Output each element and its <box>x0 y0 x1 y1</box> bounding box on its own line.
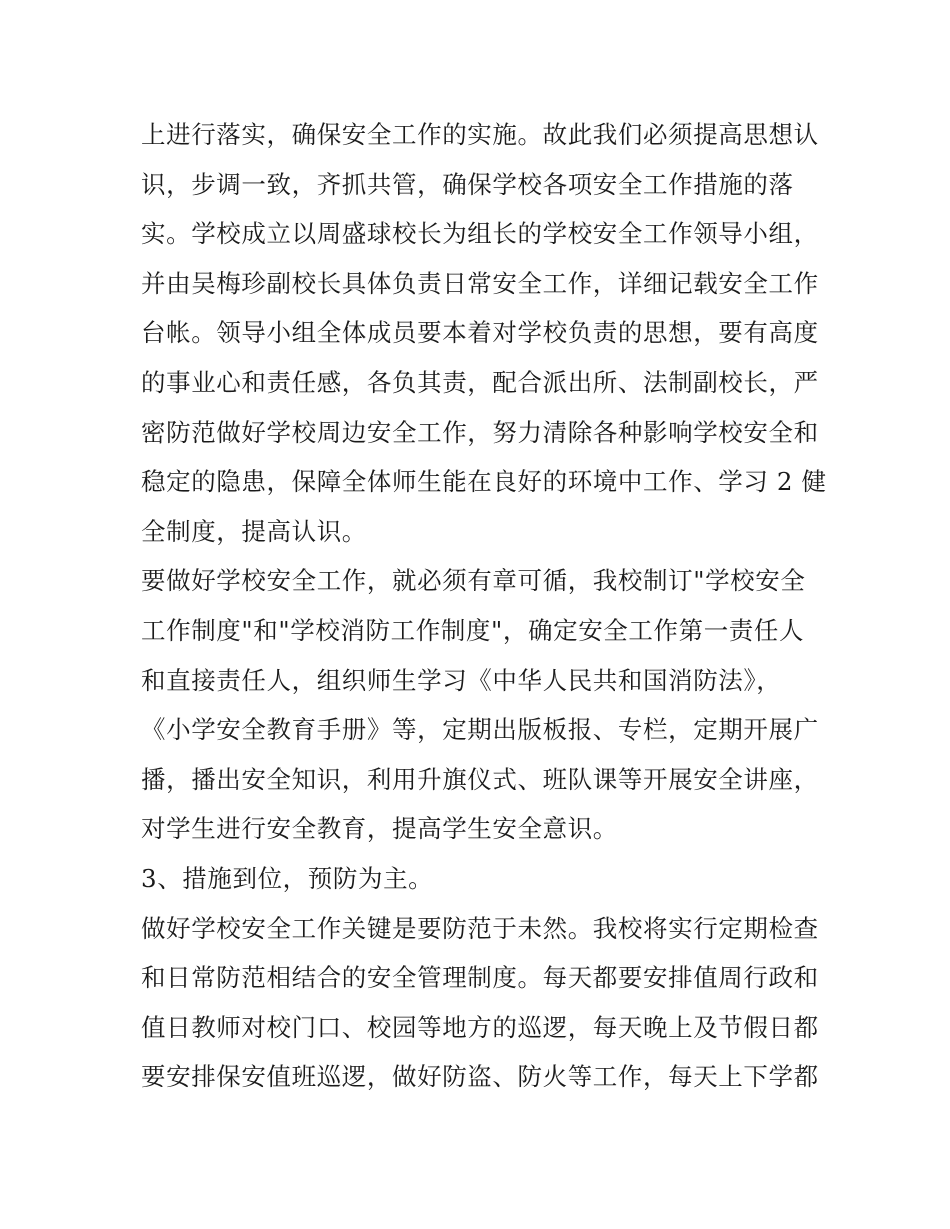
text-line: 和直接责任人，组织师生学习《中华人民共和国消防法》， <box>141 665 782 695</box>
text-line: 做好学校安全工作关键是要防范于未然。我校将实行定期检查 <box>141 913 819 943</box>
text-line: 识，步调一致，齐抓共管，确保学校各项安全工作措施的落 <box>141 169 794 199</box>
text-line: 和日常防范相结合的安全管理制度。每天都要安排值周行政和 <box>141 963 819 993</box>
text-line: 值日教师对校门口、校园等地方的巡逻，每天晚上及节假日都 <box>141 1012 819 1042</box>
text-line: 的事业心和责任感，各负其责，配合派出所、法制副校长，严 <box>141 367 819 397</box>
text-line: 要安排保安值班巡逻，做好防盗、防火等工作，每天上下学都 <box>141 1062 819 1092</box>
document-body <box>141 110 827 1102</box>
text-line: 全制度，提高认识。 <box>141 516 367 546</box>
text-line: 工作制度"和"学校消防工作制度"，确定安全工作第一责任人 <box>141 615 805 645</box>
text-line: 实。学校成立以周盛球校长为组长的学校安全工作领导小组， <box>141 219 819 249</box>
text-line: 台帐。领导小组全体成员要本着对学校负责的思想，要有高度 <box>141 318 819 348</box>
text-line: 稳定的隐患，保障全体师生能在良好的环境中工作、学习 2 健 <box>141 467 827 497</box>
text-line: 密防范做好学校周边安全工作，努力清除各种影响学校安全和 <box>141 417 819 447</box>
section-heading: 3、措施到位，预防为主。 <box>141 863 434 893</box>
text-line: 《小学安全教育手册》等，定期出版板报、专栏，定期开展广 <box>141 715 819 745</box>
text-line: 要做好学校安全工作，就必须有章可循，我校制订"学校安全 <box>141 566 806 596</box>
text-line: 对学生进行安全教育，提高学生安全意识。 <box>141 814 618 844</box>
text-line: 播，播出安全知识，利用升旗仪式、班队课等开展安全讲座， <box>141 764 819 794</box>
text-line: 上进行落实，确保安全工作的实施。故此我们必须提高思想认 <box>141 120 819 149</box>
text-line: 并由吴梅珍副校长具体负责日常安全工作，详细记载安全工作 <box>141 268 819 298</box>
